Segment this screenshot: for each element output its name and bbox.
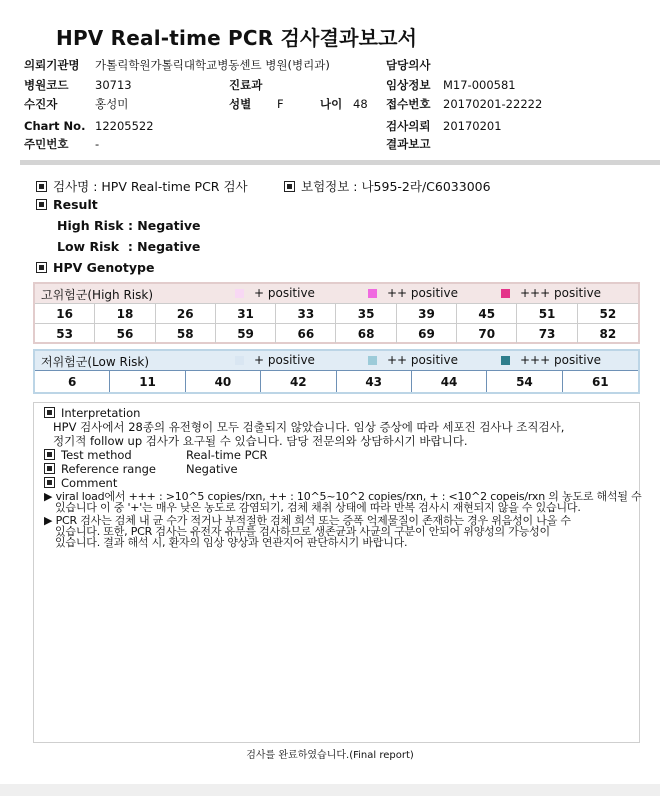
genotype-cell: 51 [517,303,577,323]
low-risk-header [35,351,638,370]
low-risk-panel [33,349,640,394]
comment-2-line-1: PCR 검사는 검체 내 균 수가 적거나 부적절한 검체 희석 또는 증폭 억제물질이 존재하는 경우 위음성이 나올 수 [55,514,571,527]
low-risk-type-grid [35,370,638,392]
legend-label-plusplusplus: +++ positive [520,353,602,367]
resident-value: - [95,137,100,151]
comment-1-line-1: viral load에서 +++ : >10^5 copies/rxn, ++ : 10^5~10^2 copies/rxn, + : <10^2 copeis/rxn 의 농도로 해석될 수 [55,490,642,503]
high-risk-result: High Risk : Negative [57,218,201,233]
genotype-cell: 53 [35,323,95,343]
age-label: 나이 [320,97,343,111]
clinical-value: M17-000581 [443,78,516,92]
info-resident [24,136,100,152]
comment-1-line-2: 있습니다 이 중 '+'는 매우 낮은 농도로 감염되기, 검체 채취 상태에 따라 반복 검사시 재현되지 않을 수 있습니다. [55,501,581,514]
genotype-cell: 11 [110,370,185,392]
genotype-cell: 18 [95,303,155,323]
interpretation-heading [44,406,140,420]
genotype-cell: 73 [517,323,577,343]
info-doctor [386,57,430,73]
genotype-cell: 61 [563,370,638,392]
low-risk-result: Low Risk : Negative [57,239,201,254]
genotype-cell: 82 [578,323,638,343]
genotype-cell: 43 [337,370,412,392]
hospital-code-value: 30713 [95,78,132,92]
legend-label-plusplusplus: +++ positive [520,286,602,300]
legend-label-plus: + positive [254,286,315,300]
receipt-label: 접수번호 [386,97,431,111]
info-request [386,118,502,134]
institution-label: 의뢰기관명 [24,58,80,72]
legend-label-plus: + positive [254,353,315,367]
bullet-square-icon [44,477,55,488]
info-hospital-code [24,77,132,93]
bullet-square-icon [284,181,295,192]
legend-plusplusplus [501,286,601,300]
divider [20,160,660,165]
request-label: 검사의뢰 [386,119,431,133]
clinical-label: 임상정보 [386,78,431,92]
legend-swatch-plus [235,289,244,298]
info-result-report [386,136,430,152]
sex-value: F [277,97,284,111]
genotype-heading [36,260,154,275]
genotype-cell: 56 [95,323,155,343]
chart-label: Chart No. [24,119,86,133]
reference-range-row [44,462,238,476]
patient-label: 수진자 [24,97,58,111]
comment-heading-text: Comment [61,476,118,490]
legend-plus [235,286,315,300]
genotype-cell: 44 [412,370,487,392]
test-method-row [44,448,268,462]
genotype-cell: 33 [276,303,336,323]
genotype-cell: 42 [261,370,336,392]
genotype-cell: 70 [457,323,517,343]
interpretation-line-1: HPV 검사에서 28종의 유전형이 모두 검출되지 않았습니다. 임상 증상에 따라 세포진 검사나 조직검사, [53,420,565,434]
test-name-value: HPV Real-time PCR 검사 [101,179,248,194]
comment-2-line-3: 있습니다. 결과 해석 시, 환자의 임상 양상과 연관지어 판단하시기 바랍니다. [55,536,408,549]
genotype-cell: 39 [397,303,457,323]
test-method-label: Test method [61,448,132,462]
comment-2-line-2: 있습니다. 또한, PCR 검사는 유전자 유무를 검사하므로 생존균과 사균의 구분이 안되어 위양성의 가능성이 [55,525,550,538]
info-sex [229,96,284,112]
bullet-square-icon [44,463,55,474]
interpretation-box [33,402,640,743]
info-chart [24,118,154,134]
doctor-label: 담당의사 [386,58,431,72]
genotype-cell: 69 [397,323,457,343]
institution-value: 가톨릭학원가톨릭대학교병동센트 병원(병리과) [95,58,330,72]
low-risk-title: 저위험군(Low Risk) [41,355,150,369]
result-heading-text: Result [53,197,98,212]
legend-swatch-plusplusplus [501,356,510,365]
genotype-cell: 35 [336,303,396,323]
genotype-cell: 68 [336,323,396,343]
high-risk-title: 고위험군(High Risk) [41,288,153,302]
genotype-cell: 58 [156,323,216,343]
result-report-label: 결과보고 [386,137,431,151]
info-institution [24,57,330,73]
test-method-value: Real-time PCR [186,448,268,462]
legend-plusplus [368,353,458,367]
hospital-code-label: 병원코드 [24,78,69,92]
genotype-cell: 59 [216,323,276,343]
bullet-square-icon [36,262,47,273]
bullet-square-icon [36,199,47,210]
final-report-note: 검사를 완료하였습니다.(Final report) [246,750,414,761]
insurance-label: 보험정보 : [301,179,358,194]
age-value: 48 [353,97,368,111]
arrow-right-icon: ▶ [44,490,53,503]
info-patient [24,96,129,112]
insurance-value: 나595-2라/C6033006 [361,179,491,194]
test-name-row [36,177,248,195]
resident-label: 주민번호 [24,137,69,151]
bullet-square-icon [36,181,47,192]
high-risk-panel [33,282,640,344]
genotype-heading-text: HPV Genotype [53,260,155,275]
reference-range-label: Reference range [61,462,157,476]
genotype-cell: 54 [487,370,562,392]
bullet-square-icon [44,407,55,418]
result-heading [36,197,98,212]
receipt-value: 20170201-22222 [443,97,543,111]
info-clinical [386,77,516,93]
chart-value: 12205522 [95,119,154,133]
reference-range-value: Negative [186,462,238,476]
interpretation-heading-text: Interpretation [61,406,141,420]
legend-swatch-plusplusplus [501,289,510,298]
legend-swatch-plusplus [368,289,377,298]
test-name-label: 검사명 : [53,179,98,194]
comment-heading [44,476,117,490]
bullet-square-icon [44,449,55,460]
request-value: 20170201 [443,119,502,133]
bottom-bar [0,784,660,796]
legend-label-plusplus: ++ positive [387,286,458,300]
legend-plus [235,353,315,367]
info-department [229,77,262,93]
interpretation-line-2: 정기적 follow up 검사가 요구될 수 있습니다. 담당 전문의와 상담하시기 바랍니다. [53,434,468,448]
genotype-cell: 16 [35,303,95,323]
legend-swatch-plus [235,356,244,365]
genotype-cell: 31 [216,303,276,323]
high-risk-header [35,284,638,303]
high-risk-type-grid [35,303,638,343]
insurance-row [284,177,491,195]
department-label: 진료과 [229,78,263,92]
legend-plusplus [368,286,458,300]
info-age [320,96,368,112]
arrow-right-icon: ▶ [44,514,53,527]
genotype-cell: 26 [156,303,216,323]
patient-value: 홍성미 [95,97,129,111]
info-receipt [386,96,543,112]
legend-plusplusplus [501,353,601,367]
genotype-cell: 6 [35,370,110,392]
legend-label-plusplus: ++ positive [387,353,458,367]
genotype-cell: 40 [186,370,261,392]
genotype-cell: 52 [578,303,638,323]
genotype-cell: 66 [276,323,336,343]
genotype-cell: 45 [457,303,517,323]
legend-swatch-plusplus [368,356,377,365]
sex-label: 성별 [229,97,252,111]
report-title: HPV Real-time PCR 검사결과보고서 [56,26,418,50]
